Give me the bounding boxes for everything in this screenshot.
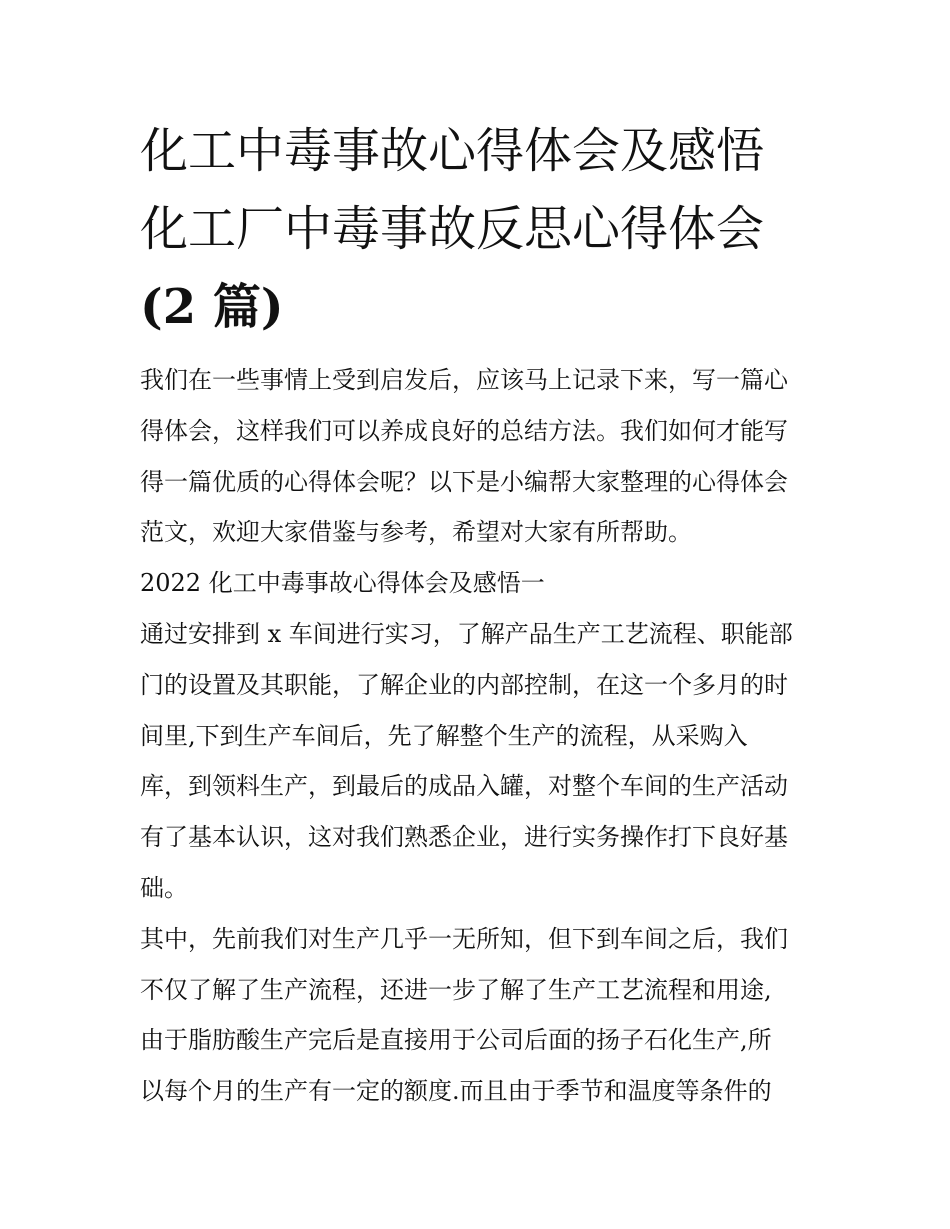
intro-line: 我们在一些事情上受到启发后，应该马上记录下来，写一篇心 (140, 366, 788, 394)
intro-line: 范文，欢迎大家借鉴与参考，希望对大家有所帮助。 (140, 518, 692, 547)
title-line: 化工厂中毒事故反思心得体会 (140, 201, 765, 257)
paragraph-line: 门的设置及其职能，了解企业的内部控制，在这一个多月的时 (140, 670, 788, 699)
intro-line: 得一篇优质的心得体会呢？以下是小编帮大家整理的心得体会 (140, 467, 788, 496)
title-line: 化工中毒事故心得体会及感悟 (140, 123, 765, 179)
paragraph-line: 有了基本认识，这对我们熟悉企业，进行实务操作打下良好基 (140, 823, 788, 852)
intro-line: 得体会，这样我们可以养成良好的总结方法。我们如何才能写 (140, 416, 788, 445)
paragraph-line: 通过安排到 x 车间进行实习，了解产品生产工艺流程、职能部 (140, 619, 793, 648)
paragraph-line: 其中，先前我们对生产几乎一无所知，但下到车间之后，我们 (140, 924, 788, 953)
paragraph-line: 不仅了解了生产流程，还进一步了解了生产工艺流程和用途, (140, 975, 772, 1004)
paragraph-line: 以每个月的生产有一定的额度.而且由于季节和温度等条件的 (140, 1077, 772, 1106)
paragraph-line: 由于脂肪酸生产完后是直接用于公司后面的扬子石化生产,所 (140, 1026, 772, 1055)
paragraph-line: 间里,下到生产车间后，先了解整个生产的流程，从采购入 (140, 721, 748, 750)
document-body (140, 355, 820, 1117)
section-heading: 2022 化工中毒事故心得体会及感悟一 (140, 569, 545, 598)
paragraph-line: 库，到领料生产，到最后的成品入罐，对整个车间的生产活动 (140, 772, 788, 801)
title-line: (2 篇) (140, 279, 284, 335)
paragraph-line: 础。 (140, 873, 188, 902)
document-title (140, 112, 820, 346)
